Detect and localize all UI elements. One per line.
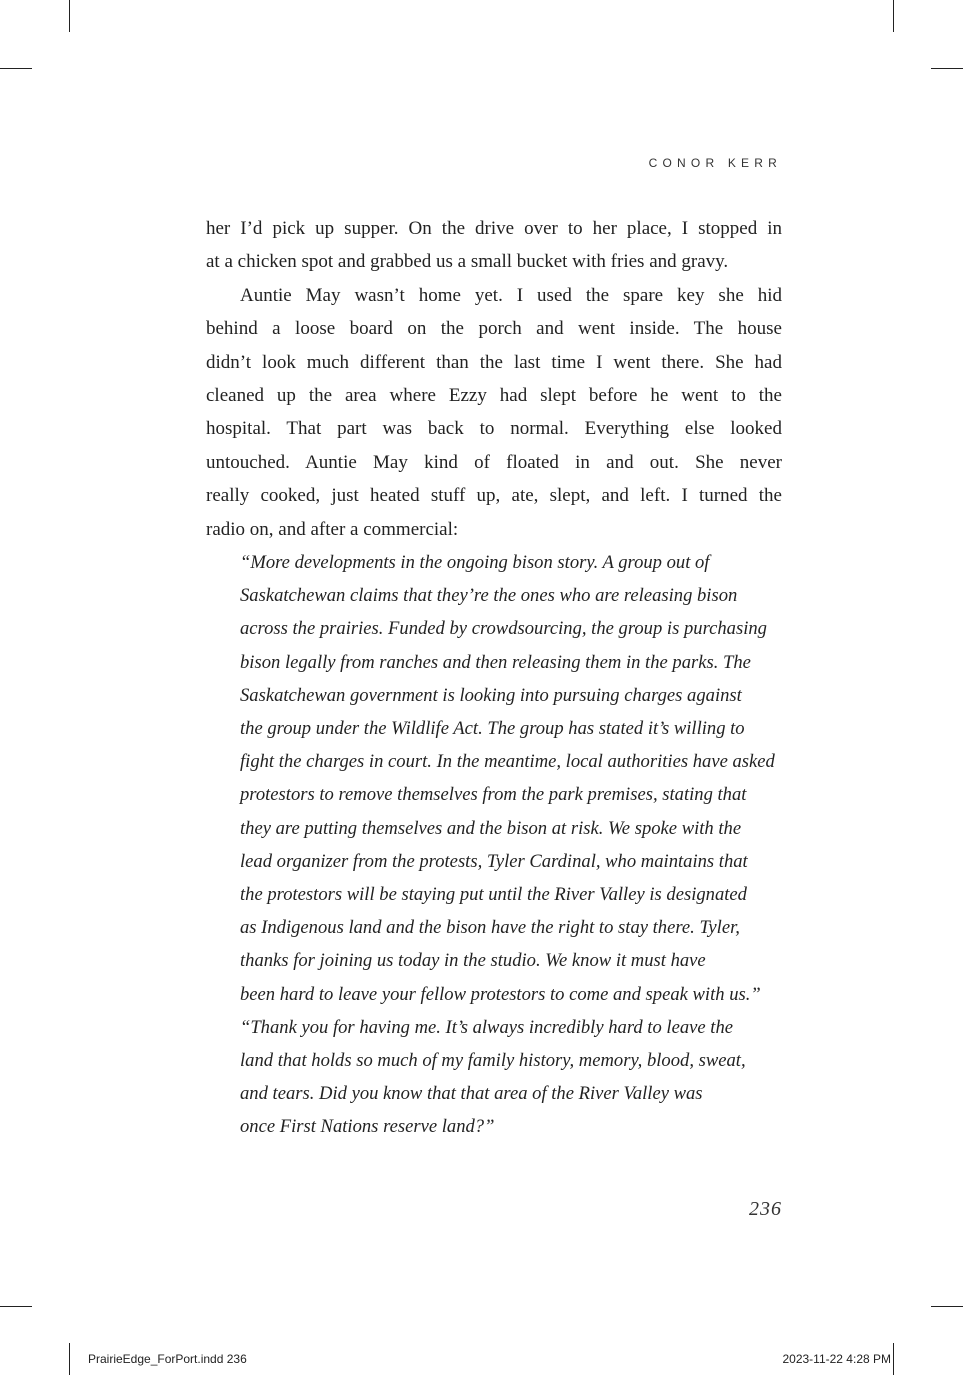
quote-line: protestors to remove themselves from the park premises, stating that <box>240 784 747 806</box>
crop-mark-left-bottom <box>0 1306 32 1307</box>
crop-mark-bottom-right <box>893 1343 894 1375</box>
text-line: radio on, and after a commercial: <box>206 518 459 540</box>
quote-line: fight the charges in court. In the meantime, local authorities have asked <box>240 751 775 773</box>
slug-timestamp: 2023-11-22 4:28 PM <box>782 1352 891 1366</box>
paragraph-1 <box>206 212 782 279</box>
text-line: Auntie May wasn’t home yet. I used the spare key she hid <box>240 284 782 306</box>
crop-mark-left-top <box>0 68 32 69</box>
crop-mark-top-left <box>69 0 70 32</box>
text-line: behind a loose board on the porch and went inside. The house <box>206 318 782 340</box>
quote-line: as Indigenous land and the bison have the right to stay there. Tyler, <box>240 917 740 939</box>
quote-line: “Thank you for having me. It’s always incredibly hard to leave the <box>240 1016 734 1038</box>
quote-line: been hard to leave your fellow protestors to come and speak with us.” <box>240 983 761 1005</box>
text-line: untouched. Auntie May kind of floated in and out. She never <box>206 451 782 473</box>
text-line: cleaned up the area where Ezzy had slept before he went to the <box>206 385 782 407</box>
crop-mark-right-top <box>931 68 963 69</box>
quote-line: across the prairies. Funded by crowdsourcing, the group is purchasing <box>240 618 767 640</box>
crop-mark-right-bottom <box>931 1306 963 1307</box>
quote-line: Saskatchewan government is looking into pursuing charges against <box>240 684 742 706</box>
running-head: CONOR KERR <box>648 156 782 170</box>
quote-line: thanks for joining us today in the studio. We know it must have <box>240 950 706 972</box>
radio-quote <box>240 546 785 1144</box>
quote-line: land that holds so much of my family history, memory, blood, sweat, <box>240 1050 746 1072</box>
quote-line: the group under the Wildlife Act. The group has stated it’s willing to <box>240 718 745 740</box>
quote-line: they are putting themselves and the bison at risk. We spoke with the <box>240 817 742 839</box>
page-number: 236 <box>749 1198 782 1220</box>
text-line: her I’d pick up supper. On the drive over to her place, I stopped in <box>206 218 782 239</box>
quote-line: bison legally from ranches and then releasing them in the parks. The <box>240 651 751 673</box>
slug-filename: PrairieEdge_ForPort.indd 236 <box>88 1352 247 1366</box>
quote-line: and tears. Did you know that that area of the River Valley was <box>240 1083 703 1105</box>
quote-line: “More developments in the ongoing bison story. A group out of <box>240 552 710 573</box>
text-line: really cooked, just heated stuff up, ate, slept, and left. I turned the <box>206 485 782 507</box>
text-line: didn’t look much different than the last time I went there. She had <box>206 351 782 373</box>
quote-line: once First Nations reserve land?” <box>240 1116 495 1138</box>
crop-mark-bottom-left <box>69 1343 70 1375</box>
text-line: at a chicken spot and grabbed us a small bucket with fries and gravy. <box>206 251 729 273</box>
text-line: hospital. That part was back to normal. Everything else looked <box>206 418 782 440</box>
quote-line: lead organizer from the protests, Tyler Cardinal, who maintains that <box>240 850 748 872</box>
paragraph-2 <box>206 279 782 546</box>
quote-line: the protestors will be staying put until the River Valley is designated <box>240 884 747 906</box>
body-text <box>206 212 782 546</box>
crop-mark-top-right <box>893 0 894 32</box>
quote-line: Saskatchewan claims that they’re the ones who are releasing bison <box>240 585 738 607</box>
